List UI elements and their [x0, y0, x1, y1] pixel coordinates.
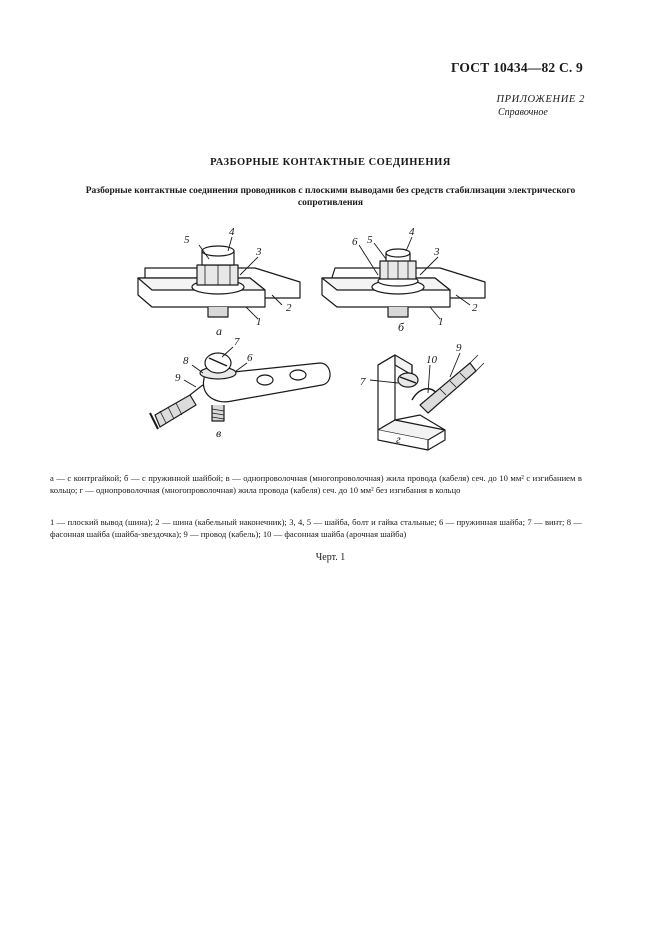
standard-code: ГОСТ 10434—82 С. 9 — [450, 60, 583, 75]
callout-b-1: 1 — [438, 316, 444, 328]
parts-legend: 1 — плоский вывод (шина); 2 — шина (кабельный наконечник); 3, 4, 5 — шайба, болт и гайка стальные; 6 — пружинная шайба; 7 — винт; 8 — фасонная шайба (шайба-звездочка); 9 — провод (кабель); 10 — фасонная шайба (арочная шайба) — [50, 517, 582, 539]
page-subtitle: Разборные контактные соединения проводников с плоскими выводами без средств стабилизации электрического сопротивления — [85, 186, 576, 208]
page-title: РАЗБОРНЫЕ КОНТАКТНЫЕ СОЕДИНЕНИЯ — [210, 157, 451, 168]
callout-b-2: 2 — [472, 302, 478, 314]
panel-label-d: г — [396, 432, 401, 446]
drawing-d — [370, 353, 484, 450]
callout-b-6: 6 — [352, 236, 358, 248]
callout-a-2: 2 — [286, 302, 292, 314]
drawing-b — [322, 237, 485, 319]
callout-d-7: 7 — [360, 376, 366, 388]
contact-connections-drawing — [0, 215, 661, 465]
panel-label-a: а — [216, 324, 222, 338]
callout-a-5: 5 — [184, 234, 190, 246]
appendix-label: ПРИЛОЖЕНИЕ 2 — [496, 94, 585, 105]
panel-label-b: б — [398, 320, 405, 334]
callout-a-3: 3 — [256, 246, 262, 258]
callout-c-8: 8 — [183, 355, 189, 367]
callout-c-6: 6 — [247, 352, 253, 364]
callout-b-5: 5 — [367, 234, 373, 246]
callout-d-10: 10 — [426, 354, 437, 366]
callout-b-4: 4 — [409, 226, 415, 238]
drawing-a — [138, 237, 300, 319]
callout-b-3: 3 — [434, 246, 440, 258]
figure-caption: Черт. 1 — [315, 552, 346, 563]
callout-a-1: 1 — [256, 316, 262, 328]
callout-d-9: 9 — [456, 342, 462, 354]
drawing-c — [150, 347, 330, 429]
panel-label-c: в — [216, 426, 222, 440]
variants-legend: а — с контргайкой; б — с пружинной шайбой; в — однопроволочная (многопроволочная) жила провода (кабеля) сеч. до 10 мм² с изгибанием в кольцо; г — однопроволочная (многопроволочная) жила провода (кабеля) сеч. до 10 мм² без изгибания в кольцо — [50, 473, 582, 495]
callout-a-4: 4 — [229, 226, 235, 238]
callout-c-9: 9 — [175, 372, 181, 384]
reference-label: Справочное — [498, 107, 548, 118]
callout-c-7: 7 — [234, 336, 240, 348]
